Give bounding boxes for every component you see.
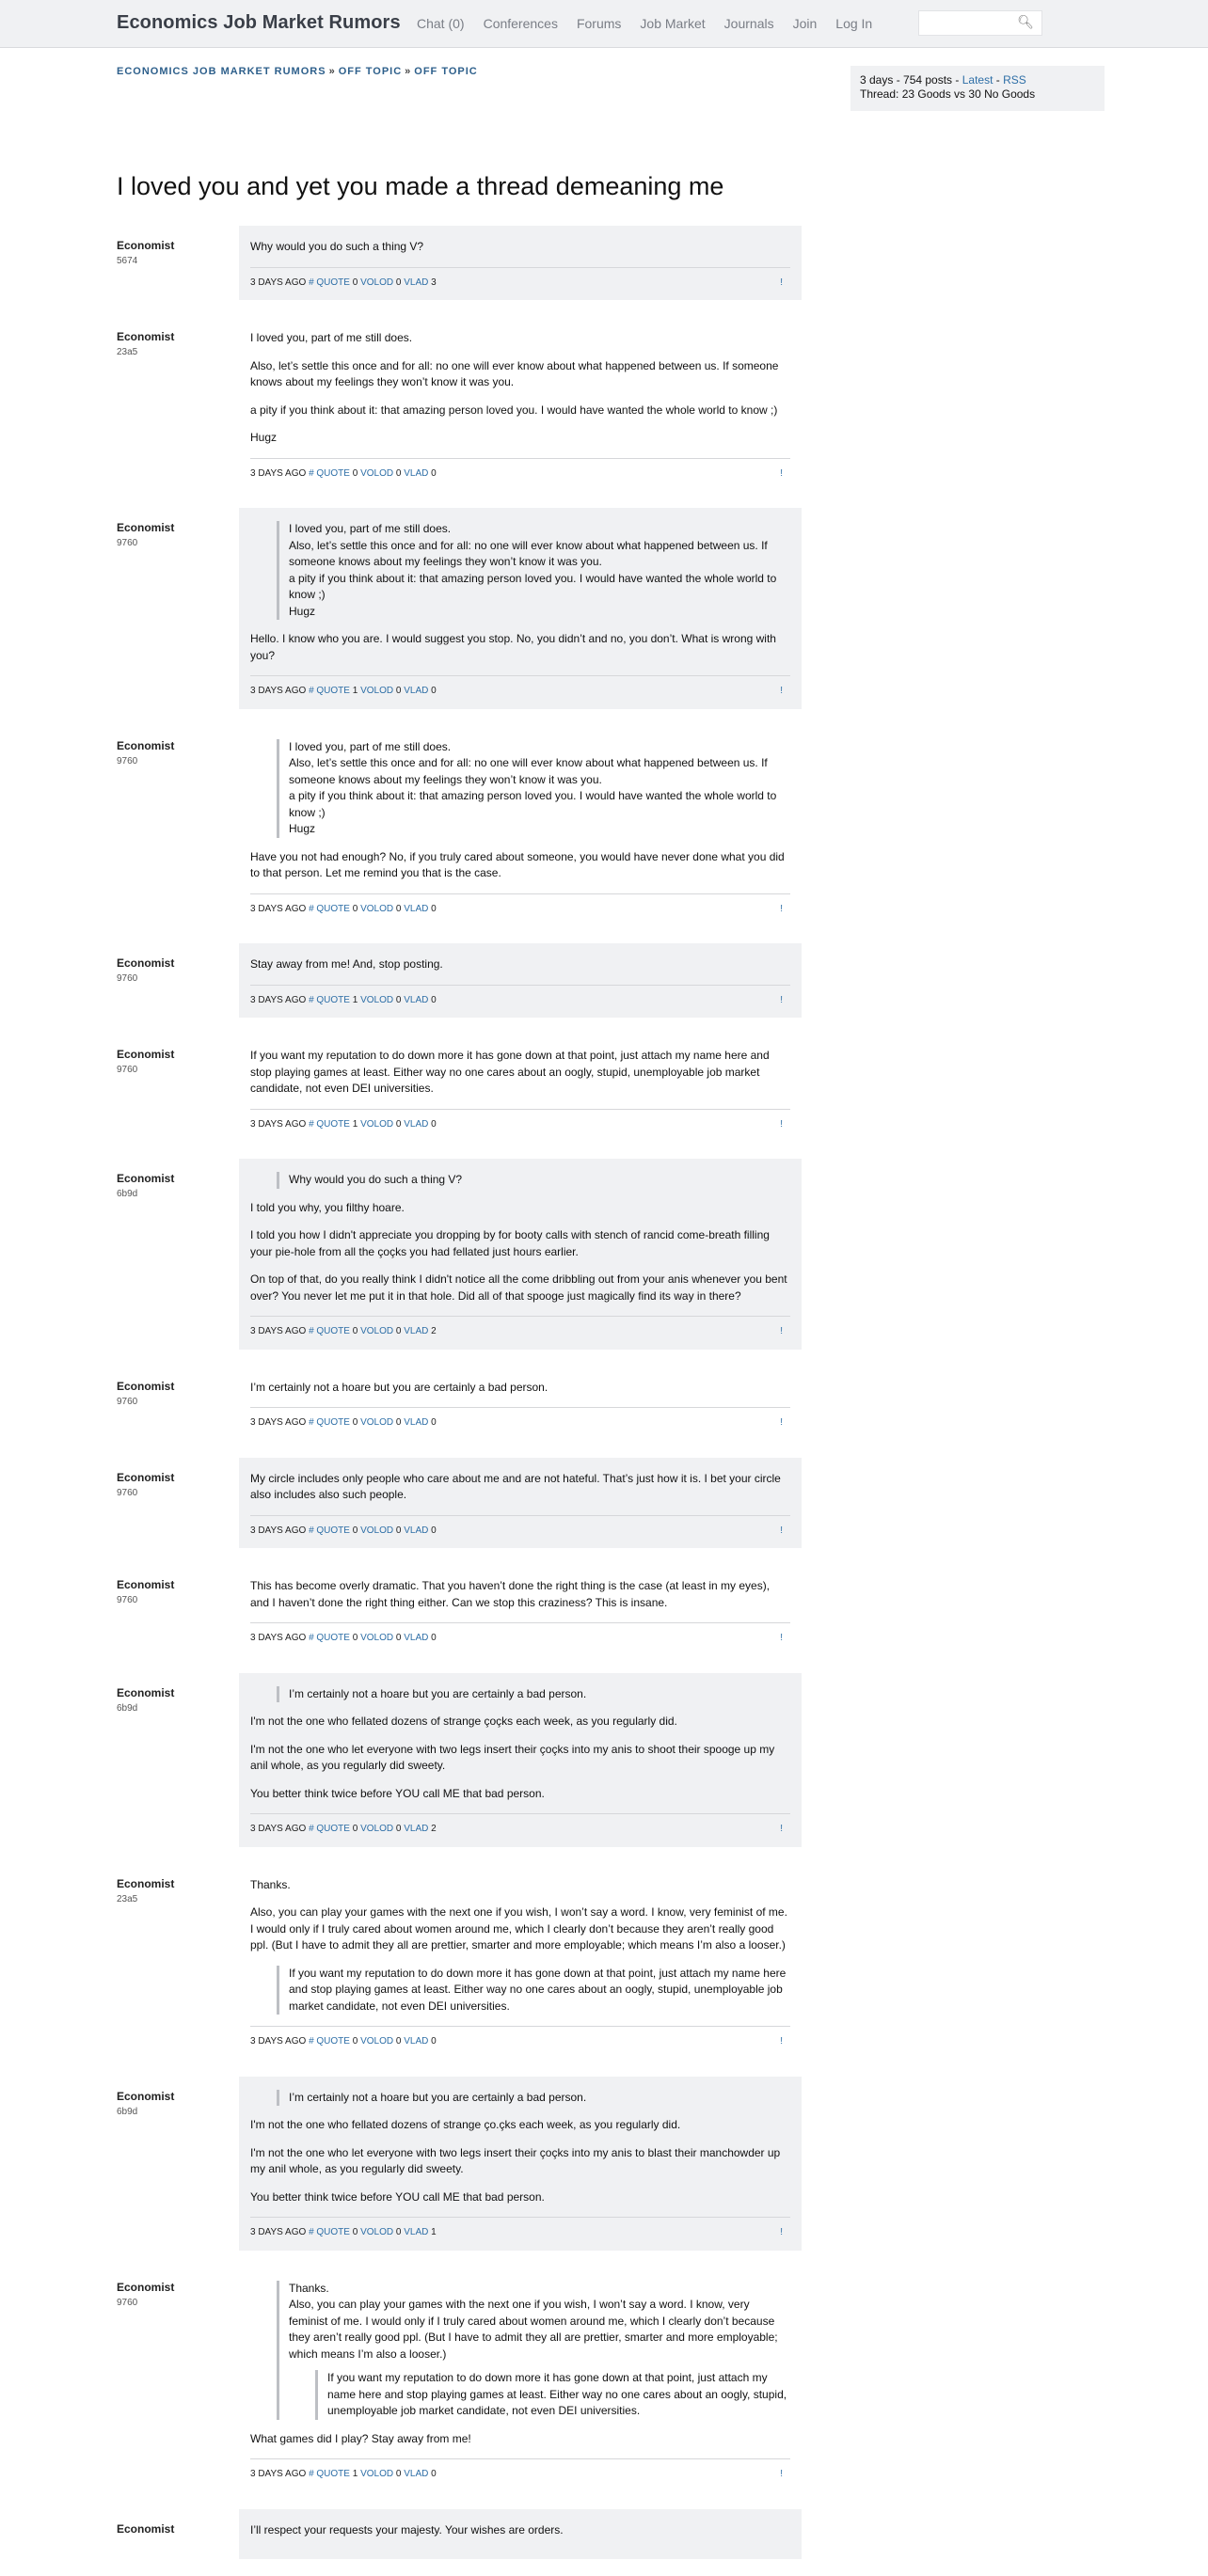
post-time[interactable]: 3 DAYS AGO (250, 2227, 310, 2237)
post-body (239, 1458, 802, 1549)
post-time[interactable]: 3 DAYS AGO (250, 1326, 310, 1336)
post (0, 1367, 1208, 1441)
breadcrumb-home[interactable]: ECONOMICS JOB MARKET RUMORS (117, 66, 326, 77)
post-paragraph: I'm not the one who fellated dozens of strange ço.çks each week, as you regularly did. (250, 2118, 681, 2131)
report-icon[interactable]: ! (780, 1417, 783, 1428)
volod-count: 0 (393, 2227, 405, 2237)
post-meta (250, 893, 790, 918)
quote-link[interactable]: # QUOTE (309, 994, 350, 1005)
post-author-id: 9760 (117, 973, 138, 984)
quoted-line: Hugz (289, 822, 316, 835)
thread-vote-summary: Thread: 23 Goods vs 30 No Goods (860, 87, 1036, 101)
report-icon[interactable]: ! (780, 467, 783, 479)
quoted-line: I’m certainly not a hoare but you are certainly a bad person. (289, 1686, 587, 1700)
post-author-id: 9760 (117, 1065, 138, 1075)
report-icon[interactable]: ! (780, 686, 783, 696)
post-body (239, 1035, 802, 1142)
post-paragraph: Why would you do such a thing V? (250, 240, 424, 253)
quoted-line: a pity if you think about it: that amazing person loved you. I would have wanted the whole world to know ;) (289, 789, 777, 819)
post-author-id: 9760 (117, 755, 138, 766)
volod-button[interactable]: VOLOD (360, 1824, 394, 1834)
post-body (239, 1159, 802, 1350)
volod-button[interactable]: VOLOD (360, 2227, 394, 2237)
post-author[interactable]: Economist (117, 956, 175, 970)
volod-count: 0 (393, 686, 405, 696)
post-author[interactable]: Economist (117, 330, 175, 343)
post-time[interactable]: 3 DAYS AGO (250, 2036, 310, 2047)
volod-count: 0 (393, 1118, 405, 1130)
post-meta (250, 2217, 790, 2241)
quote-count: 1 (349, 2469, 361, 2479)
post-paragraph: You better think twice before YOU call ME that bad person. (250, 1786, 545, 1800)
post-author[interactable]: Economist (117, 1685, 175, 1699)
vlad-count: 0 (428, 994, 437, 1005)
quoted-line: I loved you, part of me still does. (289, 522, 452, 535)
nav-login[interactable]: Log In (835, 16, 873, 31)
quote-link[interactable]: # QUOTE (309, 1824, 350, 1834)
vlad-button[interactable]: VLAD (404, 2036, 429, 2047)
post-author-id: 9760 (117, 1595, 138, 1605)
volod-count: 0 (393, 994, 405, 1005)
volod-count: 0 (393, 467, 405, 479)
quote-count: 0 (349, 277, 361, 288)
vlad-button[interactable]: VLAD (404, 2227, 429, 2237)
post-author[interactable]: Economist (117, 2089, 175, 2103)
volod-button[interactable]: VOLOD (360, 903, 394, 914)
volod-button[interactable]: VOLOD (360, 1417, 394, 1428)
quote-count: 0 (349, 1326, 361, 1336)
quoted-text (277, 1966, 790, 2015)
vlad-count: 0 (428, 1118, 437, 1130)
quote-count: 0 (349, 2227, 361, 2237)
post-author-id: 6b9d (117, 2106, 138, 2117)
volod-button[interactable]: VOLOD (360, 2469, 394, 2479)
site-brand[interactable]: Economics Job Market Rumors (117, 12, 401, 33)
vlad-count: 1 (428, 2227, 437, 2237)
post-paragraph: Hugz (250, 431, 278, 444)
quote-link[interactable]: # QUOTE (309, 2469, 350, 2479)
post-author[interactable]: Economist (117, 1876, 175, 1890)
vlad-button[interactable]: VLAD (404, 1525, 429, 1536)
post-author[interactable]: Economist (117, 1379, 175, 1393)
post-paragraph: You better think twice before YOU call ME that bad person. (250, 2189, 545, 2204)
quote-link[interactable]: # QUOTE (309, 1417, 350, 1428)
post-meta (250, 1622, 790, 1647)
volod-count: 0 (393, 1326, 405, 1336)
quote-count: 0 (349, 903, 361, 914)
report-icon[interactable]: ! (780, 1824, 783, 1834)
post-paragraph: I told you how I didn't appreciate you dropping by for booty calls with stench of rancid come-breath filling your pie-hole from all the çoçks you had fellated just hours earlier. (250, 1228, 770, 1258)
post-paragraph: Thanks. (250, 1877, 291, 1891)
report-icon[interactable]: ! (780, 2469, 783, 2479)
search-icon[interactable]: 🔍︎ (1017, 14, 1034, 29)
vlad-button[interactable]: VLAD (404, 1118, 429, 1130)
quote-link[interactable]: # QUOTE (309, 686, 350, 696)
quoted-text (277, 1686, 790, 1703)
vlad-count: 0 (428, 1417, 437, 1428)
quote-link[interactable]: # QUOTE (309, 1633, 350, 1643)
post-paragraph: Hello. I know who you are. I would suggest you stop. No, you didn’t and no, you don’t. What is wrong with you? (250, 632, 776, 662)
vlad-count: 0 (428, 686, 437, 696)
post-paragraph: I told you why, you filthy hoare. (250, 1200, 405, 1214)
post-meta (250, 1407, 790, 1431)
post-body (239, 2077, 802, 2251)
post-paragraph: a pity if you think about it: that amazing person loved you. I would have wanted the whole world to know ;) (250, 403, 778, 417)
volod-button[interactable]: VOLOD (360, 994, 394, 1005)
main-nav (417, 16, 891, 31)
nested-quote (315, 2370, 790, 2420)
post-author-id: 5674 (117, 256, 138, 266)
report-icon[interactable]: ! (780, 277, 783, 288)
quoted-line: Thanks. (289, 2281, 329, 2295)
quote-link[interactable]: # QUOTE (309, 1525, 350, 1536)
post-meta (250, 1813, 790, 1838)
vlad-count: 2 (428, 1824, 437, 1834)
post-paragraph: If you want my reputation to do down more it has gone down at that point, just attach my name here and stop playing games at least. Either way no one cares about an oogly, stupid, unemployable job market candidate, not even DEI universities. (250, 1049, 770, 1095)
nav-join[interactable]: Join (792, 16, 818, 31)
post-author-id: 9760 (117, 1487, 138, 1498)
page-title: I loved you and yet you made a thread demeaning me (117, 172, 724, 200)
thread-stats-box: 3 days - 754 posts - Latest - RSS Thread: 23 Goods vs 30 No Goods (850, 66, 1105, 111)
quoted-text (277, 1172, 790, 1189)
post-author[interactable]: Economist (117, 1172, 175, 1185)
post-meta (250, 1109, 790, 1133)
vlad-count: 3 (428, 277, 437, 288)
vlad-count: 0 (428, 1525, 437, 1536)
nav-forums[interactable]: Forums (576, 16, 622, 31)
vlad-button[interactable]: VLAD (404, 903, 429, 914)
quoted-line: Hugz (289, 604, 316, 618)
report-icon[interactable]: ! (780, 903, 783, 914)
post-author-id: 23a5 (117, 347, 138, 357)
breadcrumb-forum[interactable]: OFF TOPIC (414, 66, 478, 77)
volod-count: 0 (393, 277, 405, 288)
quoted-line: I’m certainly not a hoare but you are certainly a bad person. (289, 2090, 587, 2104)
post-time[interactable]: 3 DAYS AGO (250, 994, 310, 1005)
report-icon[interactable]: ! (780, 994, 783, 1005)
latest-link[interactable]: Latest (962, 73, 993, 87)
vlad-button[interactable]: VLAD (404, 994, 429, 1005)
rss-link[interactable]: RSS (1003, 73, 1026, 87)
quote-count: 0 (349, 1525, 361, 1536)
post (0, 226, 1208, 300)
post-time[interactable]: 3 DAYS AGO (250, 1417, 310, 1428)
quoted-line: Also, you can play your games with the next one if you wish, I won’t say a word. I know, very feminist of me. I would only if I truly cared about women around me, which I clearly don’t because they aren’t really good ppl. (But I have to admit they all are prettier, smarter and more employable; which means I’m also a looser.) (289, 2298, 778, 2361)
post-paragraph: I'm not the one who fellated dozens of strange çoçks each week, as you regularly did. (250, 1715, 677, 1728)
post-author-id: 6b9d (117, 1189, 138, 1199)
post-paragraph: I'm not the one who let everyone with two legs insert their çoçks into my anis to blast their manchowder up my anil whole, as you regularly did sweety. (250, 2145, 781, 2175)
post (0, 943, 1208, 1018)
volod-count: 0 (393, 2469, 405, 2479)
breadcrumb: ECONOMICS JOB MARKET RUMORS » OFF TOPIC » OFF TOPIC (117, 66, 478, 77)
report-icon[interactable]: ! (780, 2227, 783, 2237)
post-paragraph: What games did I play? Stay away from me! (250, 2431, 471, 2445)
post-body (239, 226, 802, 300)
post-time[interactable]: 3 DAYS AGO (250, 1633, 310, 1643)
post-body (239, 726, 802, 927)
volod-count: 0 (393, 2036, 405, 2047)
post-time[interactable]: 3 DAYS AGO (250, 1118, 310, 1130)
nav-journals[interactable]: Journals (723, 16, 774, 31)
volod-button[interactable]: VOLOD (360, 686, 394, 696)
post-body (239, 317, 802, 491)
post-body (239, 2509, 802, 2560)
post-meta (250, 458, 790, 482)
quote-link[interactable]: # QUOTE (309, 277, 350, 288)
post (0, 2077, 1208, 2251)
post (0, 2509, 1208, 2560)
post-time[interactable]: 3 DAYS AGO (250, 2469, 310, 2479)
thread-stats: 3 days - 754 posts - (860, 73, 960, 87)
volod-button[interactable]: VOLOD (360, 2036, 394, 2047)
post-author[interactable]: Economist (117, 2521, 175, 2536)
post-meta (250, 2458, 790, 2483)
post-meta (250, 2026, 790, 2050)
post-paragraph: This has become overly dramatic. That you haven’t done the right thing is the case (at least in my eyes), and I haven’t done the right thing either. Can we stop this craziness? This is insane. (250, 1579, 771, 1609)
quoted-line: If you want my reputation to do down more it has gone down at that point, just attach my name here and stop playing games at least. Either way no one cares about an oogly, stupid, unemployable job market candidate, not even DEI universities. (327, 2371, 787, 2417)
vlad-button[interactable]: VLAD (404, 467, 429, 479)
report-icon[interactable]: ! (780, 1525, 783, 1536)
post-time[interactable]: 3 DAYS AGO (250, 1525, 310, 1536)
quote-link[interactable]: # QUOTE (309, 2036, 350, 2047)
volod-button[interactable]: VOLOD (360, 277, 394, 288)
nav-conferences[interactable]: Conferences (483, 16, 558, 31)
vlad-count: 0 (428, 2036, 437, 2047)
report-icon[interactable]: ! (780, 1326, 783, 1336)
quoted-line: a pity if you think about it: that amazing person loved you. I would have wanted the whole world to know ;) (289, 571, 777, 601)
volod-count: 0 (393, 1525, 405, 1536)
search-input[interactable] (918, 10, 1042, 36)
volod-count: 0 (393, 903, 405, 914)
post-paragraph: I'm not the one who let everyone with two legs insert their çoçks into my anis to shoot their spooge up my anil whole, as you regularly did sweety. (250, 1742, 775, 1772)
post-body (239, 1367, 802, 1441)
quote-count: 1 (349, 994, 361, 1005)
report-icon[interactable]: ! (780, 1633, 783, 1643)
quoted-text (277, 521, 790, 620)
volod-button[interactable]: VOLOD (360, 1633, 394, 1643)
post (0, 726, 1208, 927)
post-meta (250, 985, 790, 1009)
post-author[interactable]: Economist (117, 521, 175, 534)
quote-count: 0 (349, 1417, 361, 1428)
quoted-line: If you want my reputation to do down more it has gone down at that point, just attach my name here and stop playing games at least. Either way no one cares about an oogly, stupid, unemployable job market candidate, not even DEI universities. (289, 1966, 787, 2013)
post-body (239, 1864, 802, 2060)
post-meta (250, 267, 790, 292)
quoted-text (277, 2090, 790, 2107)
vlad-button[interactable]: VLAD (404, 1326, 429, 1336)
quoted-text (277, 739, 790, 838)
post-time[interactable]: 3 DAYS AGO (250, 686, 310, 696)
volod-count: 0 (393, 1417, 405, 1428)
volod-button[interactable]: VOLOD (360, 1118, 394, 1130)
vlad-button[interactable]: VLAD (404, 2469, 429, 2479)
post (0, 1159, 1208, 1350)
vlad-count: 0 (428, 467, 437, 479)
post-author-id: 9760 (117, 538, 138, 548)
quote-count: 1 (349, 686, 361, 696)
post (0, 508, 1208, 709)
post (0, 317, 1208, 491)
report-icon[interactable]: ! (780, 2036, 783, 2047)
post-body (239, 943, 802, 1018)
quote-link[interactable]: # QUOTE (309, 1118, 350, 1130)
post-author-id: 6b9d (117, 1702, 138, 1714)
vlad-count: 0 (428, 1633, 437, 1643)
post-author-id: 9760 (117, 1396, 138, 1407)
volod-count: 0 (393, 1824, 405, 1834)
post (0, 1458, 1208, 1549)
vlad-count: 0 (428, 2469, 437, 2479)
post (0, 1864, 1208, 2060)
post-paragraph: On top of that, do you really think I didn't notice all the come dribbling out from your anis whenever you bent over? You never let me put it in that hole. Did all of that spooge just magically find its way in there? (250, 1272, 787, 1303)
top-navigation-bar (0, 0, 1208, 48)
post-author[interactable]: Economist (117, 2280, 175, 2294)
post-time[interactable]: 3 DAYS AGO (250, 1824, 310, 1834)
post-paragraph: My circle includes only people who care about me and are not hateful. That’s just how it is. I bet your circle also includes also such people. (250, 1471, 781, 1501)
post-author-id: 23a5 (117, 1893, 138, 1904)
post-time[interactable]: 3 DAYS AGO (250, 467, 310, 479)
volod-button[interactable]: VOLOD (360, 1326, 394, 1336)
post-paragraph: Also, you can play your games with the next one if you wish, I won’t say a word. I know, very feminist of me. I would only if I truly cared about women around me, which I clearly don’t because they aren’t really good ppl. (But I have to admit they all are prettier, smarter and more employable; which means I’m also a looser.) (250, 1905, 787, 1952)
post (0, 1673, 1208, 1847)
post-meta (250, 1515, 790, 1540)
quote-count: 1 (349, 1118, 361, 1130)
quote-count: 0 (349, 467, 361, 479)
vlad-button[interactable]: VLAD (404, 1633, 429, 1643)
post-author-id: 9760 (117, 2297, 138, 2308)
post (0, 1035, 1208, 1142)
quoted-line: Also, let’s settle this once and for all: no one will ever know about what happened between us. If someone knows about my feelings they won’t know it was you. (289, 756, 768, 786)
post-author[interactable]: Economist (117, 738, 175, 752)
vlad-button[interactable]: VLAD (404, 277, 429, 288)
post-meta (250, 1316, 790, 1340)
breadcrumb-section[interactable]: OFF TOPIC (338, 66, 403, 77)
vlad-button[interactable]: VLAD (404, 686, 429, 696)
quoted-line: Also, let’s settle this once and for all: no one will ever know about what happened between us. If someone knows about my feelings they won’t know it was you. (289, 538, 768, 568)
post (0, 1565, 1208, 1656)
quote-link[interactable]: # QUOTE (309, 467, 350, 479)
post-body (239, 2268, 802, 2492)
volod-count: 0 (393, 1633, 405, 1643)
volod-button[interactable]: VOLOD (360, 467, 394, 479)
post-meta (250, 675, 790, 700)
post-paragraph: Stay away from me! And, stop posting. (250, 957, 443, 971)
post-time[interactable]: 3 DAYS AGO (250, 903, 310, 914)
quoted-line: Why would you do such a thing V? (289, 1173, 463, 1186)
vlad-count: 2 (428, 1326, 437, 1336)
post-body (239, 508, 802, 709)
post-paragraph: Have you not had enough? No, if you truly cared about someone, you would have never done what you did to that person. Let me remind you that is the case. (250, 849, 785, 879)
quote-count: 0 (349, 1633, 361, 1643)
post-time[interactable]: 3 DAYS AGO (250, 277, 310, 288)
post-paragraph: Also, let’s settle this once and for all: no one will ever know about what happened between us. If someone knows about my feelings they won’t know it was you. (250, 358, 779, 388)
post-paragraph: I’m certainly not a hoare but you are certainly a bad person. (250, 1380, 548, 1394)
nav-job-market[interactable]: Job Market (640, 16, 706, 31)
quote-link[interactable]: # QUOTE (309, 1326, 350, 1336)
quote-count: 0 (349, 2036, 361, 2047)
volod-button[interactable]: VOLOD (360, 1525, 394, 1536)
post-author[interactable]: Economist (117, 1048, 175, 1061)
quoted-line: I loved you, part of me still does. (289, 739, 452, 753)
vlad-count: 0 (428, 903, 437, 914)
post-author[interactable]: Economist (117, 1470, 175, 1484)
nav-chat[interactable]: Chat (0) (417, 16, 465, 31)
quote-link[interactable]: # QUOTE (309, 903, 350, 914)
post-body (239, 1673, 802, 1847)
vlad-button[interactable]: VLAD (404, 1824, 429, 1834)
post-body (239, 1565, 802, 1656)
post-paragraph: I loved you, part of me still does. (250, 331, 413, 344)
quote-link[interactable]: # QUOTE (309, 2227, 350, 2237)
post-list (0, 226, 1208, 2576)
vlad-button[interactable]: VLAD (404, 1417, 429, 1428)
quote-count: 0 (349, 1824, 361, 1834)
quoted-text (277, 2281, 790, 2420)
post-paragraph: I’ll respect your requests your majesty. Your wishes are orders. (250, 2522, 564, 2536)
post-author[interactable]: Economist (117, 1578, 175, 1591)
report-icon[interactable]: ! (780, 1118, 783, 1130)
post-author[interactable]: Economist (117, 239, 175, 252)
post (0, 2268, 1208, 2492)
